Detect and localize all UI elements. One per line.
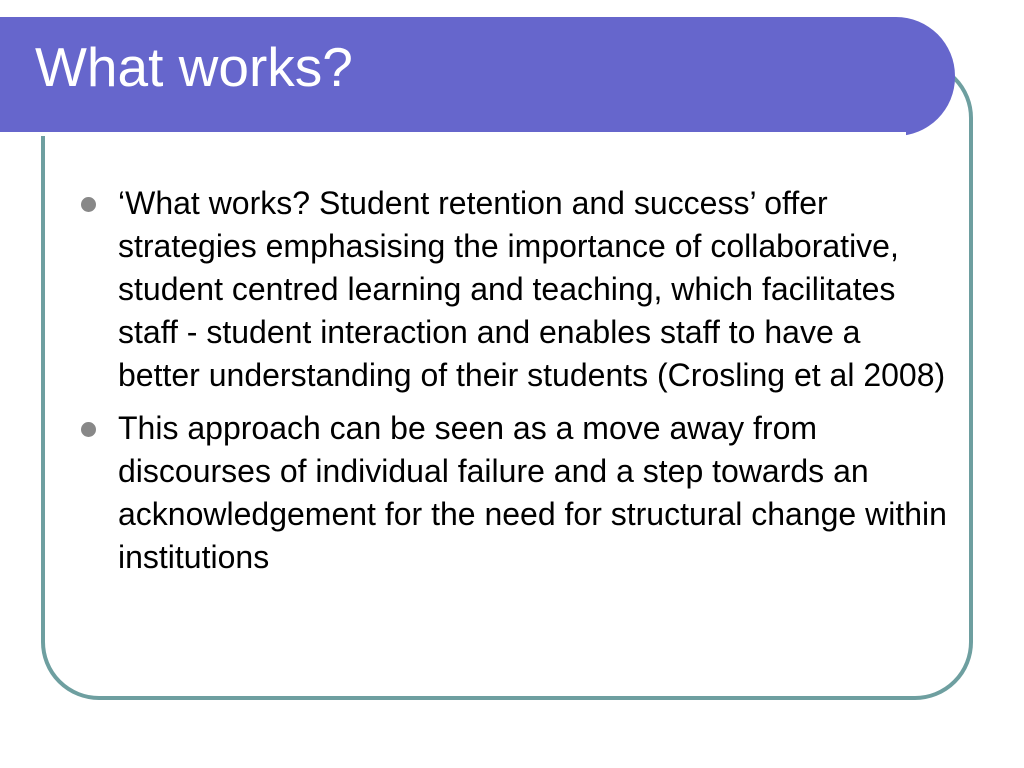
title-underline-rule — [0, 132, 906, 136]
bullet-item — [80, 407, 950, 579]
slide-title: What works? — [35, 36, 353, 98]
bullet-text: This approach can be seen as a move away from discourses of individual failure and a step towards an acknowledgement for the need for structural change within institutions — [118, 410, 947, 575]
bullet-icon — [81, 197, 96, 212]
bullet-list — [80, 182, 950, 589]
bullet-text: ‘What works? Student retention and success’ offer strategies emphasising the importance of collaborative, student centred learning and teaching, which facilitates staff - student interaction and enables staff to have a better understanding of their students (Crosling et al 2008) — [118, 185, 946, 393]
bullet-icon — [81, 422, 96, 437]
bullet-item — [80, 182, 950, 397]
